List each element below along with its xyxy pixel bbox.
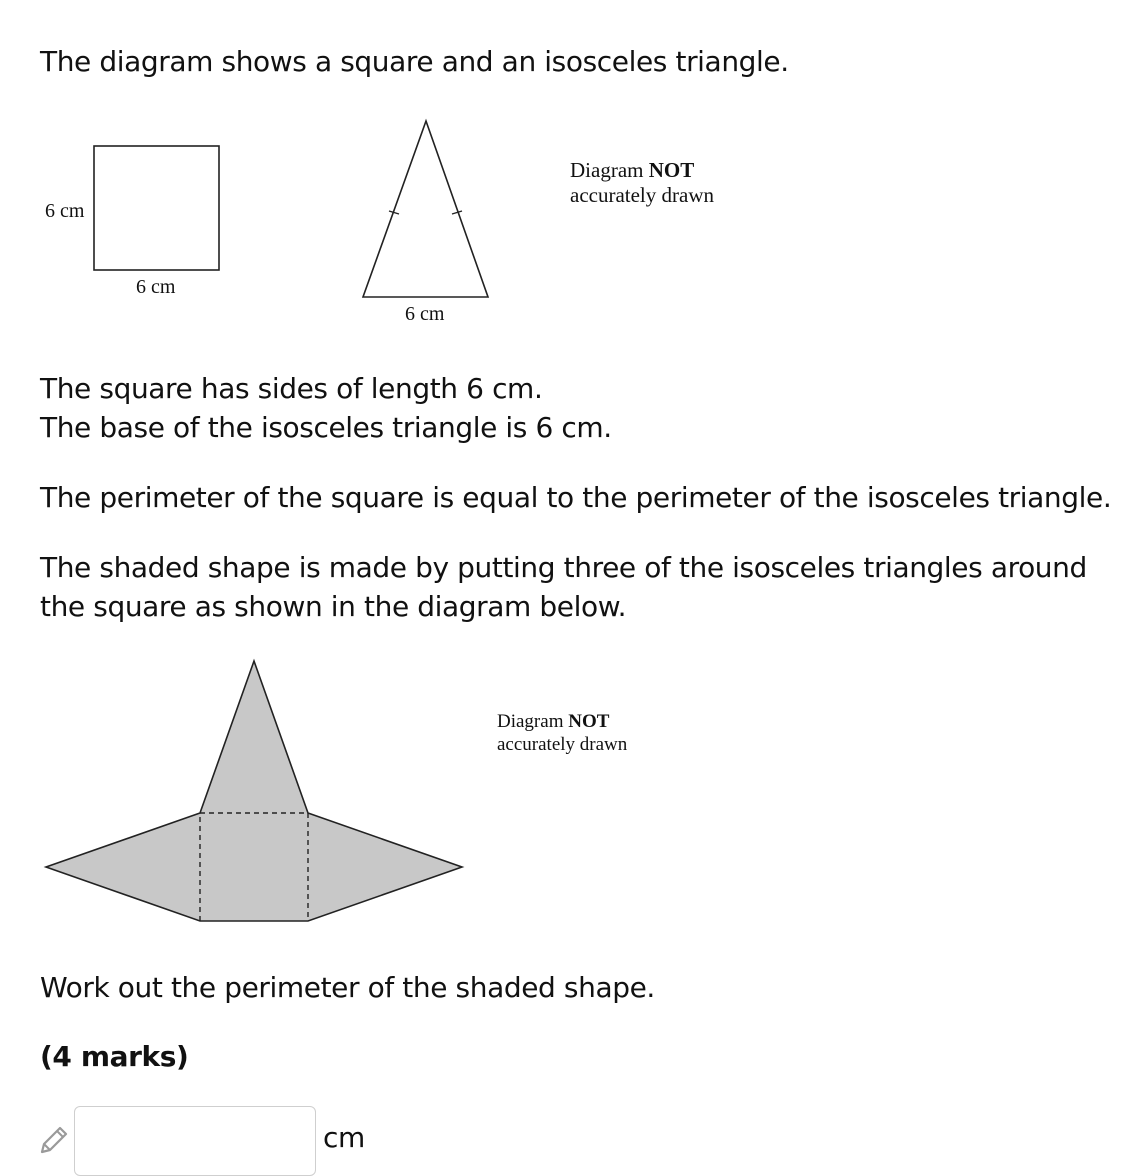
fact-line-3: The perimeter of the square is equal to the perimeter of the isosceles triangle. [40,481,1112,514]
diagram-note-2 [497,710,627,756]
fact-line-1: The square has sides of length 6 cm. [40,372,543,405]
fact-line-5: the square as shown in the diagram below. [40,590,627,623]
answer-input[interactable] [74,1106,316,1176]
marks-label: (4 marks) [40,1040,189,1073]
triangle-base-label: 6 cm [405,303,445,325]
note-emphasis: NOT [648,158,695,182]
note-text: accurately drawn [570,183,714,207]
square-side-label: 6 cm [45,200,85,222]
answer-unit-label: cm [323,1121,365,1154]
note-emphasis: NOT [568,711,610,732]
fact-line-2: The base of the isosceles triangle is 6 cm. [40,411,612,444]
note-text: accurately drawn [497,734,628,755]
square-base-label: 6 cm [136,276,176,298]
intro-text: The diagram shows a square and an isosceles triangle. [40,45,789,78]
shaded-shape [46,661,462,921]
fact-line-4: The shaded shape is made by putting three of the isosceles triangles around [40,551,1087,584]
note-text: Diagram [570,158,649,182]
question-text: Work out the perimeter of the shaded shape. [40,971,655,1004]
note-text: Diagram [497,711,569,732]
pencil-icon [36,1124,70,1158]
